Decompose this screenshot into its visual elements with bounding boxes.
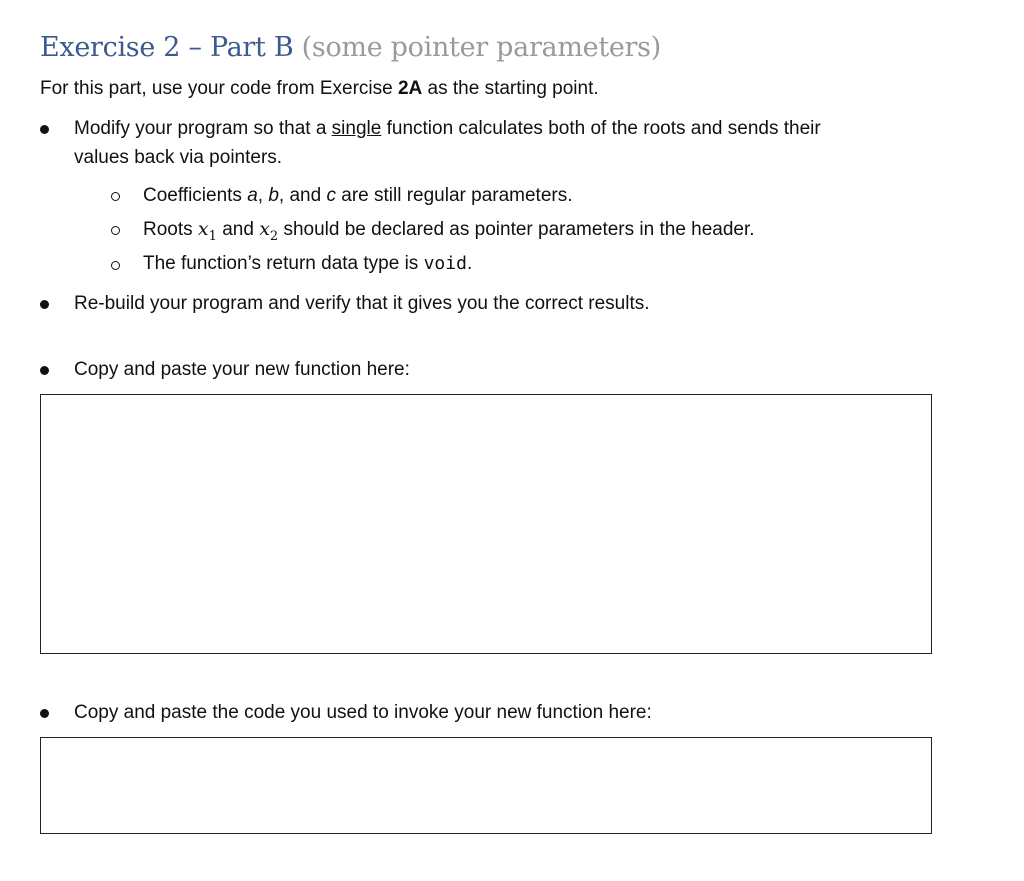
bullet-modify-line2: values back via pointers. (74, 147, 283, 168)
coef-b: b (268, 185, 279, 206)
bullet-paste-function: Copy and paste your new function here: (74, 359, 410, 380)
sub1-sep2: , and (278, 185, 327, 206)
intro-text-after: as the starting point. (422, 78, 599, 99)
sub-bullet-circle-icon (111, 192, 120, 201)
bullet1-text-b: function calculates both of the roots and sends their (381, 118, 821, 139)
sub1-text-after: are still regular parameters. (335, 185, 573, 206)
bullet-icon (40, 125, 49, 134)
intro-bold-2a: 2A (397, 78, 423, 99)
intro-paragraph (40, 76, 599, 102)
sub1-sep1: , (257, 185, 269, 206)
bullet1-underlined-single: single (331, 118, 382, 139)
sub-bullet-return-type (143, 250, 472, 278)
x1-var: x (197, 218, 209, 240)
sub-bullet-circle-icon (111, 261, 120, 270)
bullet-icon (40, 300, 49, 309)
sub3-text-before: The function’s return data type is (143, 253, 424, 274)
bullet-paste-invocation: Copy and paste the code you used to invoke your new function here: (74, 702, 652, 723)
bullet-icon (40, 709, 49, 718)
title-subtitle: (some pointer parameters) (301, 32, 661, 63)
bullet-modify-line1 (74, 115, 821, 143)
bullet-icon (40, 366, 49, 375)
bullet-rebuild: Re-build your program and verify that it gives you the correct results. (74, 293, 650, 314)
coef-a: a (247, 185, 258, 206)
title-main: Exercise 2 – Part B (40, 32, 294, 63)
function-answer-box[interactable] (40, 394, 932, 654)
code-void: void (423, 253, 467, 274)
intro-text-before: For this part, use your code from Exercise (40, 78, 398, 99)
invocation-answer-box[interactable] (40, 737, 932, 834)
sub2-text-mid: and (216, 219, 260, 240)
sub1-text-before: Coefficients (143, 185, 248, 206)
sub-bullet-circle-icon (111, 226, 120, 235)
sub-bullet-roots (143, 215, 755, 251)
x1-subscript: 1 (208, 228, 217, 244)
math-x2 (259, 218, 279, 244)
sub2-text-before: Roots (143, 219, 198, 240)
x2-var: x (259, 218, 270, 240)
sub3-text-after: . (466, 253, 473, 274)
coef-c: c (326, 185, 336, 206)
page-title (40, 28, 661, 68)
bullet1-text-a: Modify your program so that a (74, 118, 332, 139)
math-x1 (197, 218, 217, 244)
sub2-text-after: should be declared as pointer parameters in the header. (278, 219, 755, 240)
sub-bullet-coefficients (143, 182, 573, 210)
x2-subscript: 2 (269, 228, 279, 244)
